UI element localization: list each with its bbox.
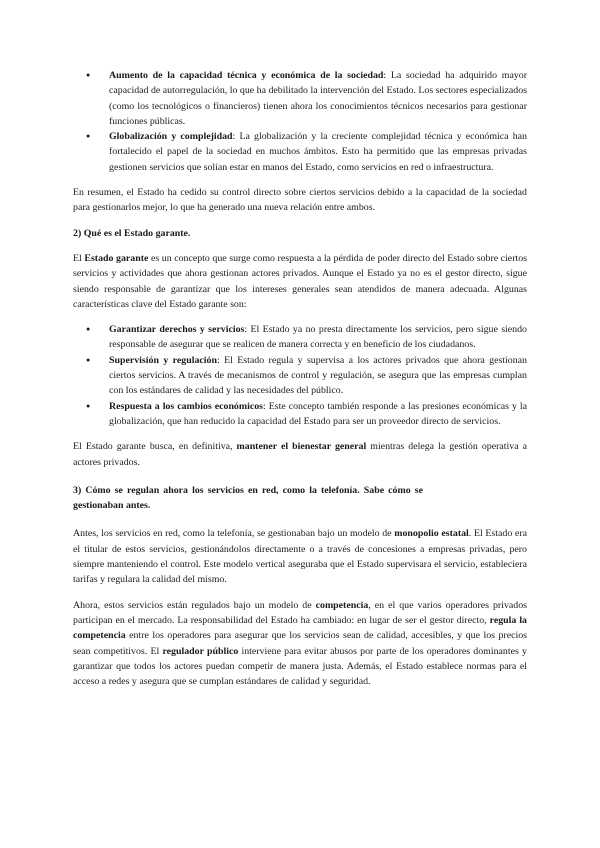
list-item-term: Respuesta a los cambios económicos	[109, 400, 264, 412]
list-item	[73, 399, 527, 430]
list-item-text: : El Estado regula y supervisa a los actores privados que ahora gestionan ciertos servicios. A través de mecanismos de control y regulación, se asegura que las empresas cumplan con los estándares de calidad y las necesidades del público.	[109, 354, 527, 397]
list-item-text: : El Estado ya no presta directamente los servicios, pero sigue siendo responsable de asegurar que se realicen de manera correcta y en beneficio de los ciudadanos.	[109, 324, 527, 351]
ahora-paragraph: Ahora, estos servicios están regulados bajo un modelo de competencia, en el que varios operadores privados participan en el mercado. La responsabilidad del Estado ha cambiado: en lugar de ser el gestor directo, regula la competencia entre los operadores para asegurar que los servicios sean de calidad, accesibles, y que los precios sean competitivos. El regulador público interviene para evitar abusos por parte de los operadores dominantes y garantizar que todos los actores puedan competir de manera justa. Además, el Estado establece normas para el acceso a redes y asegura que se cumplan estándares de calidad y seguridad.	[73, 599, 527, 688]
antes-paragraph: Antes, los servicios en red, como la telefonía, se gestionaban bajo un modelo de monopolio estatal. El Estado era el titular de estos servicios, gestionándolos directamente o a través de concesiones a empresas privadas, pero siempre manteniendo el control. Este modelo vertical aseguraba que el Estado supervisara el servicio, estableciera tarifas y regulara la calidad del mismo.	[73, 528, 527, 586]
document-body	[73, 68, 527, 689]
list-item-term: Globalización y complejidad	[109, 131, 233, 143]
list-item	[73, 322, 527, 353]
list-item-term: Supervisión y regulación	[109, 354, 217, 366]
section-heading-3: 3) Cómo se regulan ahora los servicios en red, como la telefonía. Sabe cómo se gestionaban antes.	[73, 484, 423, 512]
list-item	[73, 353, 527, 399]
list-item-text: : La sociedad ha adquirido mayor capacidad de autorregulación, lo que ha debilitado la intervención del Estado. Los sectores especializados (como los tecnológicos o financieros) tienen ahora los conocimientos técnicos necesarios para gestionar funciones públicas.	[109, 70, 527, 127]
bullet-list-characteristics	[73, 322, 527, 429]
list-item	[73, 68, 527, 129]
bullet-list-causes	[73, 68, 527, 175]
list-item	[73, 129, 527, 175]
list-item-term: Aumento de la capacidad técnica y económica de la sociedad	[109, 70, 384, 81]
list-item-text: : La globalización y la creciente complejidad técnica y económica han fortalecido el papel de la sociedad en muchos ámbitos. Esto ha permitido que las empresas privadas gestionen servicios que solían estar en manos del Estado, como servicios en red o infraestructura.	[109, 131, 527, 173]
list-item-term: Garantizar derechos y servicios	[109, 324, 245, 336]
list-item-text: : Este concepto también responde a las presiones económicas y la globalización, que han reducido la capacidad del Estado para ser un proveedor directo de servicios.	[109, 400, 527, 427]
conclusion-paragraph: El Estado garante busca, en definitiva, mantener el bienestar general mientras delega la gestión operativa a actores privados.	[73, 441, 527, 468]
summary-paragraph: En resumen, el Estado ha cedido su control directo sobre ciertos servicios debido a la capacidad de la sociedad para gestionarlos mejor, lo que ha generado una nueva relación entre ambos.	[73, 187, 527, 214]
estado-garante-paragraph: El Estado garante es un concepto que surge como respuesta a la pérdida de poder directo del Estado sobre ciertos servicios y actividades que ahora gestionan actores privados. Aunque el Estado ya no es el gestor directo, sigue siendo responsable de garantizar que los intereses generales sean atendidos de manera adecuada. Algunas características clave del Estado garante son:	[73, 252, 528, 310]
section-heading-2: 2) Qué es el Estado garante.	[73, 227, 191, 239]
